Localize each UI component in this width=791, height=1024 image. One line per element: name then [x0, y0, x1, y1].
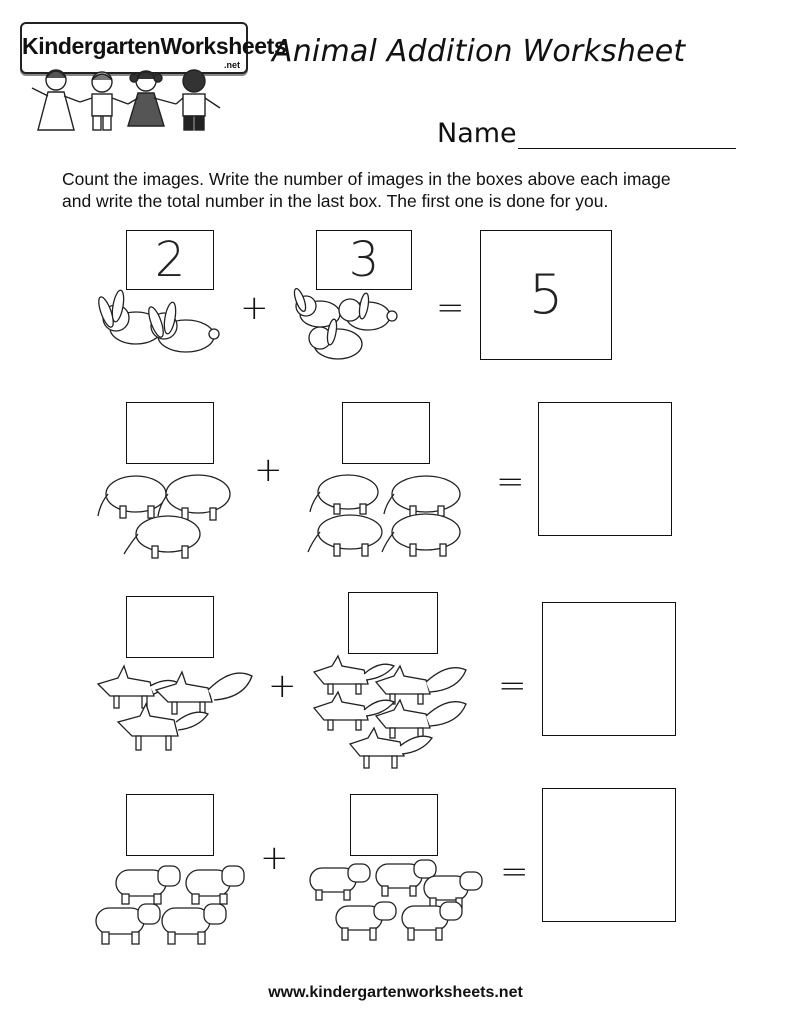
problem-2-plus: + — [254, 450, 283, 490]
problem-3-left-box[interactable] — [126, 596, 214, 658]
problem-1-right-bunnies-icon — [292, 286, 402, 366]
site-logo — [20, 22, 287, 74]
instructions — [62, 168, 762, 212]
problem-1-right-box[interactable] — [316, 230, 412, 290]
kids-logo-icon — [28, 68, 238, 140]
instructions-line-2: and write the total number in the last box. The first one is done for you. — [62, 191, 609, 211]
problem-3-total-box[interactable] — [542, 602, 676, 736]
problem-2-right-box[interactable] — [342, 402, 430, 464]
logo-text: KindergartenWorksheets — [22, 33, 287, 59]
name-line[interactable] — [518, 148, 736, 149]
problem-2-right-elephants-icon — [306, 470, 470, 562]
name-label: Name — [437, 118, 517, 149]
problem-1-equals: = — [436, 288, 465, 328]
instructions-line-1: Count the images. Write the number of images in the boxes above each image — [62, 169, 671, 189]
problem-3-equals: = — [498, 666, 527, 706]
problem-1-left-bunnies-icon — [94, 286, 224, 358]
logo-suffix: .net — [223, 60, 240, 70]
problem-4-left-box[interactable] — [126, 794, 214, 856]
footer-url[interactable]: www.kindergartenworksheets.net — [268, 984, 523, 1001]
problem-4-equals: = — [500, 852, 529, 892]
problem-4-right-box[interactable] — [350, 794, 438, 856]
problem-4-plus: + — [260, 838, 289, 878]
problem-2-left-elephants-icon — [94, 470, 240, 564]
problem-2-total-box[interactable] — [538, 402, 672, 536]
problem-1-left-box[interactable] — [126, 230, 214, 290]
problem-3-right-foxes-icon — [306, 652, 476, 772]
problem-4-right-hippos-icon — [306, 858, 486, 950]
problem-2-equals: = — [496, 462, 525, 502]
problem-4-total-box[interactable] — [542, 788, 676, 922]
problem-3-left-foxes-icon — [90, 660, 260, 760]
problem-1-right-answer: 3 — [348, 232, 380, 288]
page-title: Animal Addition Worksheet — [272, 34, 686, 69]
problem-1-total-box[interactable] — [480, 230, 612, 360]
problem-1-left-answer: 2 — [154, 232, 186, 288]
problem-4-left-hippos-icon — [92, 862, 248, 952]
problem-1-total-answer: 5 — [528, 263, 564, 326]
problem-3-plus: + — [268, 666, 297, 706]
problem-2-left-box[interactable] — [126, 402, 214, 464]
problem-1-plus: + — [240, 288, 269, 328]
problem-3-right-box[interactable] — [348, 592, 438, 654]
